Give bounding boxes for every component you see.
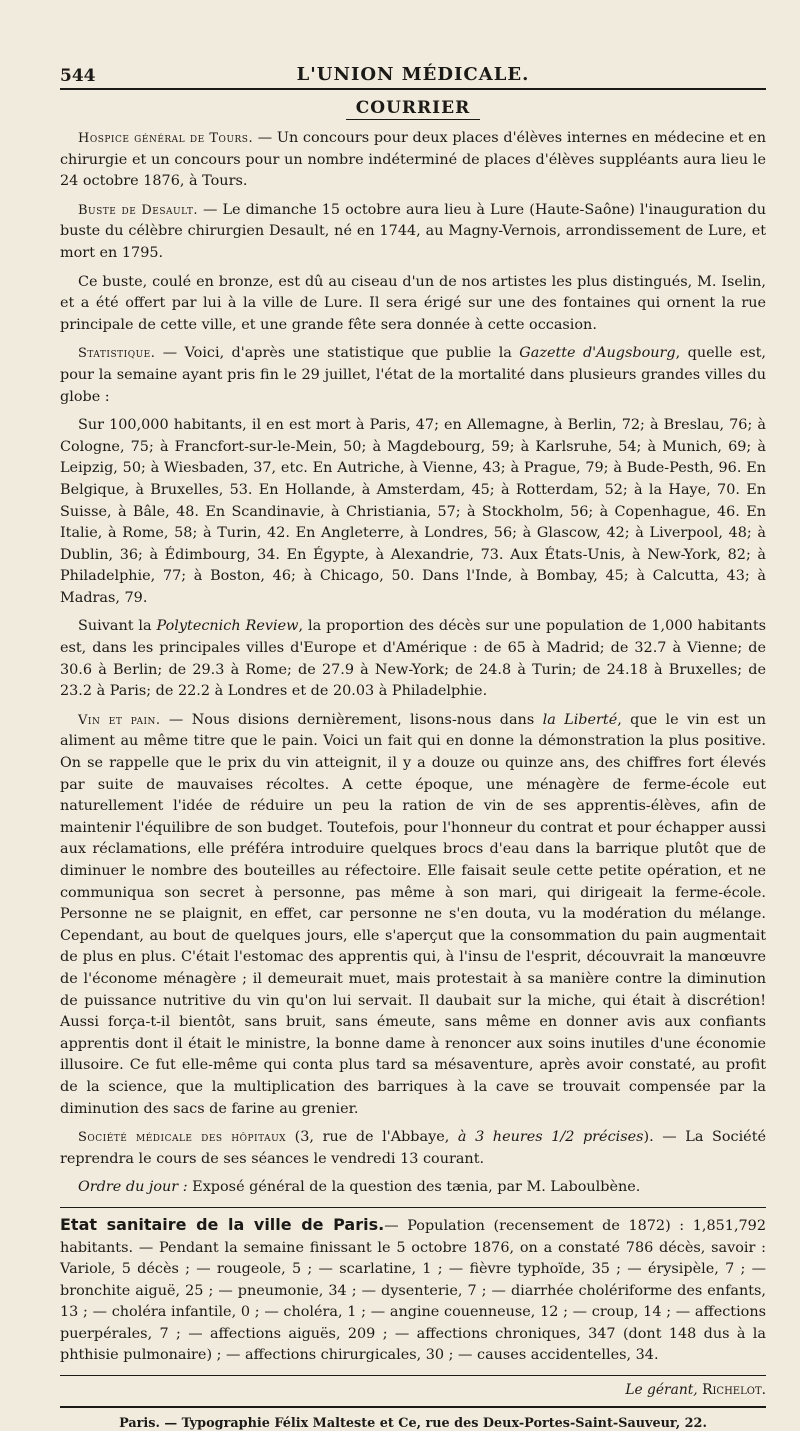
item-text: — Le dimanche 15 octobre aura lieu à Lure (Haute-Saône) l'inauguration du buste du célèbre chirurgien Desault, né en 1744, au Magny-Vernois, arrondissement de Lure, et mort en 1795. (60, 201, 766, 261)
journal-title: L'UNION MÉDICALE. (296, 64, 530, 85)
news-item-hospice-tours (60, 128, 766, 193)
rubric: Buste de Desault. (78, 202, 198, 218)
sanitary-report (60, 1214, 766, 1367)
running-head (60, 58, 766, 90)
section-title-text: COURRIER (346, 98, 480, 120)
time-note: à 3 heures 1/2 précises (457, 1129, 644, 1146)
news-item-buste-details (60, 272, 766, 337)
rubric: Vin et pain. (78, 712, 161, 728)
news-item-statistique (60, 343, 766, 408)
page-number: 544 (60, 66, 96, 86)
section-title (60, 98, 766, 118)
news-item-societe-medicale (60, 1127, 766, 1170)
sanitary-text: — Population (recensement de 1872) : 1,851,792 habitants. — Pendant la semaine finissant le 5 octobre 1876, on a constaté 786 décès, savoir : Variole, 5 décès ; — rougeole, 5 ; — scarlatine, 1 ; — fièvre typhoïde, 35 ; — érysipèle, 7 ; — bronchite aiguë, 25 ; — pneumonie, 34 ; — dysenterie, 7 ; — diarrhée cholériforme des enfants, 13 ; — choléra infantile, 0 ; — choléra, 1 ; — angine couenneuse, 12 ; — croup, 14 ; — affections puerpérales, 7 ; — affections aiguës, 209 ; — affections chroniques, 347 (dont 148 dus à la phthisie pulmonaire) ; — affections chirurgicales, 30 ; — causes accidentelles, 34. (60, 1217, 766, 1364)
item-text: — Nous disions dernièrement, lisons-nous dans (160, 711, 543, 728)
item-text: Sur 100,000 habitants, il en est mort à Paris, 47; en Allemagne, à Berlin, 72; à Breslau, 76; à Cologne, 75; à Francfort-sur-le-Mein, 50; à Magdebourg, 59; à Karlsruhe, 54; à Munich, 69; à Leipzig, 50; à Wiesbaden, 37, etc. En Autriche, à Vienne, 43; à Prague, 79; à Bude-Pesth, 96. En Belgique, à Bruxelles, 53. En Hollande, à Amsterdam, 45; à Rotterdam, 52; à la Haye, 70. En Suisse, à Bâle, 48. En Scandinavie, à Christiania, 57; à Stockholm, 56; à Copenhague, 46. En Italie, à Rome, 58; à Turin, 42. En Angleterre, à Londres, 56; à Glascow, 42; à Liverpool, 48; à Dublin, 36; à Édimbourg, 34. En Égypte, à Alexandrie, 73. Aux États-Unis, à New-York, 82; à Philadelphie, 77; à Boston, 46; à Chicago, 50. Dans l'Inde, à Bombay, 45; à Calcutta, 43; à Madras, 79. (60, 417, 766, 606)
rubric: Hospice général de Tours. (78, 131, 254, 146)
news-item-ordre-du-jour (60, 1177, 766, 1199)
agenda-label: Ordre du jour : (78, 1179, 188, 1196)
news-item-mortality-list (60, 415, 766, 609)
source-title: la Liberté (542, 711, 618, 728)
news-item-buste-desault (60, 200, 766, 265)
item-text: Ce buste, coulé en bronze, est dû au ciseau d'un de nos artistes les plus distingués, M. Iselin, et a été offert par lui à la ville de Lure. Il sera érigé sur une des fontaines qui ornent la rue principale de cette ville, et une grande fête sera donnée à cette occasion. (60, 273, 766, 333)
item-text: — Voici, d'après une statistique que publie la (155, 345, 520, 362)
item-text: , la proportion des décès sur une population de 1,000 habitants est, dans les principales villes d'Europe et d'Amérique : de 65 à Madrid; de 32.7 à Vienne; de 30.6 à Berlin; de 29.3 à Rome; de 27.9 à New-York; de 24.8 à Turin; de 24.18 à Bruxelles; de 23.2 à Paris; de 22.2 à Londres et de 20.03 à Philadelphie. (60, 618, 766, 700)
news-item-polytecnich-review (60, 616, 766, 702)
item-text: Exposé général de la question des tænia, par M. Laboulbène. (187, 1179, 641, 1196)
item-text: Suivant la (78, 618, 157, 635)
item-text: — Un concours pour deux places d'élèves internes en médecine et en chirurgie et un concours pour un nombre indéterminé de places d'élèves suppléants aura lieu le 24 octobre 1876, à Tours. (60, 130, 766, 190)
signature-label: Le gérant, (625, 1382, 698, 1399)
news-item-vin-et-pain (60, 710, 766, 1120)
item-text: ). — La Société reprendra le cours de ses séances le vendredi 13 courant. (60, 1129, 766, 1167)
signature-name: Richelot. (702, 1382, 766, 1399)
printer-imprint: Paris. — Typographie Félix Malteste et Ce, rue des Deux-Portes-Saint-Sauveur, 22. (60, 1406, 766, 1431)
divider (60, 1375, 766, 1376)
source-title: Gazette d'Augsbourg (519, 345, 676, 362)
rubric: Statistique. (78, 346, 156, 362)
divider (60, 1207, 766, 1208)
sanitary-heading: Etat sanitaire de la ville de Paris. (60, 1214, 385, 1234)
rubric: Société médicale des hôpitaux (78, 1130, 287, 1146)
signature (60, 1382, 766, 1398)
item-text: , que le vin est un aliment au même titre que le pain. Voici un fait qui en donne la démonstration la plus positive. On se rappelle que le prix du vin atteignit, il y a douze ou quinze ans, des chiffres fort élevés par suite de mauvaises récoltes. A cette époque, une ménagère de ferme-école eut naturellement l'idée de réduire un peu la ration de vin de ses apprentis-élèves, afin de maintenir l'équilibre de son budget. Toutefois, pour l'honneur du contrat et pour échapper aussi aux réclamations, elle préféra introduire quelques brocs d'eau dans la barrique plutôt que de diminuer le nombre des bouteilles au réfectoire. Elle faisait seule cette petite opération, et ne communiqua son secret à personne, pas même à son mari, qui dirigeait la ferme-école. Personne ne se plaignit, en effet, car personne ne s'en douta, vu la modération du mélange. Cependant, au bout de quelques jours, elle s'aperçut que la consommation du pain augmentait de plus en plus. C'était l'estomac des apprentis qui, à l'insu de l'esprit, découvrait la manœuvre de l'économe ménagère ; il demeurait muet, mais protestait à sa manière contre la diminution de puissance nutritive du vin qu'on lui servait. Il daubait sur la miche, qui était à discrétion! Aussi força-t-il bientôt, sans bruit, sans émeute, sans même en donner avis aux confiants apprentis dont il était le ministre, la bonne dame à renoncer aux soins inutiles d'une économie illusoire. Ce fut elle-même qui conta plus tard sa mésaventure, après avoir constaté, au profit de la science, que la multiplication des barriques à la cave se trouvait compensée par la diminution des sacs de farine au grenier. (60, 711, 767, 1117)
source-title: Polytecnich Review (156, 618, 299, 635)
item-text: (3, rue de l'Abbaye, (286, 1129, 458, 1146)
item-text: , quelle est, pour la semaine ayant pris fin le 29 juillet, l'état de la mortalité dans plusieurs grandes villes du globe : (60, 345, 766, 405)
